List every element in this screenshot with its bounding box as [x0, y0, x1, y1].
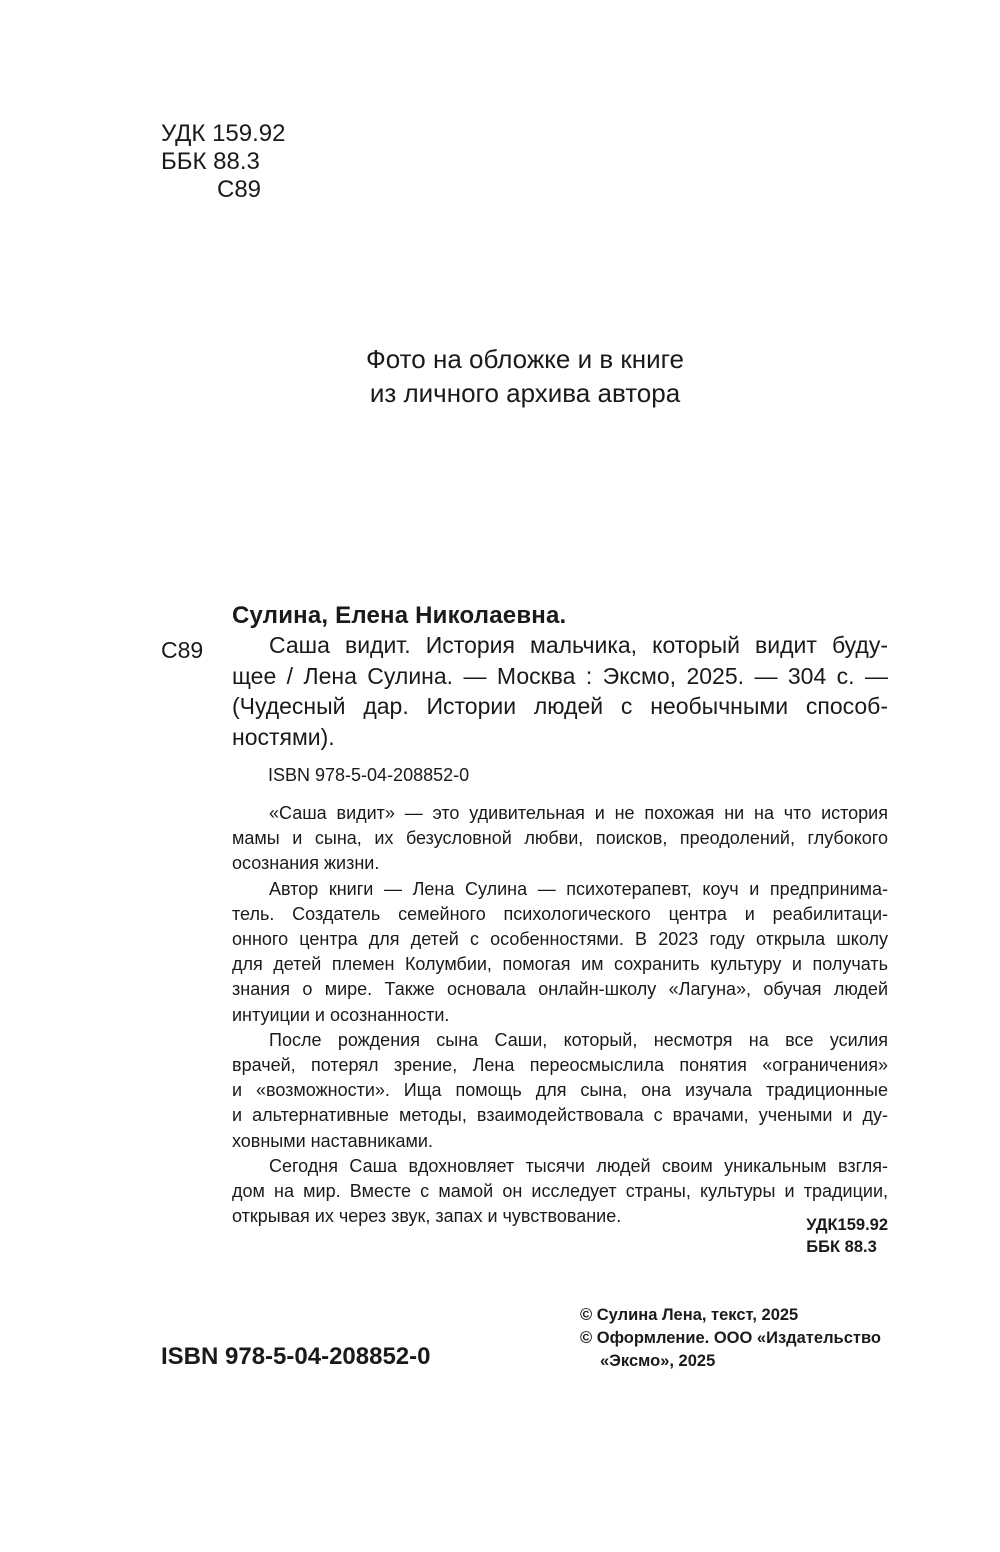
bib-line: щее / Лена Сулина. — Москва : Эксмо, 2025. — 304 с. —: [232, 662, 888, 689]
annotation: [232, 801, 888, 1229]
photo-credit-line: Фото на обложке и в книге: [366, 344, 684, 374]
annotation-line: и альтернативные методы, взаимодействовала с врачами, учеными и ду-: [232, 1105, 888, 1126]
card-udk: УДК159.92: [806, 1216, 888, 1234]
annotation-line: онного центра для детей с особенностями. В 2023 году открыла школу: [232, 929, 888, 950]
card-isbn: ISBN 978-5-04-208852-0: [268, 765, 470, 785]
annotation-line: интуиции и осознанности.: [232, 1004, 450, 1025]
annotation-line: для детей племен Колумбии, помогая им сохранить культуру и получать: [232, 954, 888, 975]
bib-line: ностями).: [232, 723, 335, 750]
annotation-line: и «возможности». Ища помощь для сына, она изучала традиционные: [232, 1080, 888, 1101]
annotation-line: ховными наставниками.: [232, 1130, 433, 1151]
annotation-line: дом на мир. Вместе с мамой он исследует страны, культуры и традиции,: [232, 1181, 888, 1202]
photo-credit-line: из личного архива автора: [369, 378, 681, 408]
annotation-line: врачей, потерял зрение, Лена переосмыслила понятия «ограничения»: [232, 1055, 888, 1076]
card-classification-codes: [806, 1214, 888, 1258]
annotation-line: После рождения сына Саши, который, несмотря на все усилия: [269, 1029, 888, 1050]
annotation-line: тель. Создатель семейного психологического центра и реабилитаци-: [232, 903, 888, 924]
bib-line: Саша видит. История мальчика, который видит буду-: [269, 632, 888, 658]
annotation-line: «Саша видит» — это удивительная и не похожая ни на что история: [269, 803, 888, 823]
bib-line: (Чудесный дар. Истории людей с необычными способ-: [232, 693, 888, 719]
copyright: [580, 1304, 881, 1373]
annotation-line: мамы и сына, их безусловной любви, поисков, преодолений, глубокого: [232, 828, 888, 849]
author-heading: Сулина, Елена Николаевна.: [232, 602, 567, 629]
bbk-code: ББК 88.3: [161, 148, 260, 175]
annotation-line: знания о мире. Также основала онлайн-школу «Лагуна», обучая людей: [232, 979, 888, 1000]
bibliographic-description: [232, 630, 888, 752]
card-author-mark: С89: [161, 637, 204, 663]
footer-isbn: ISBN 978-5-04-208852-0: [161, 1343, 431, 1370]
author-mark: С89: [217, 176, 262, 203]
annotation-line: Автор книги — Лена Сулина — психотерапевт, коуч и предпринима-: [269, 878, 888, 899]
classification-codes: [161, 120, 285, 204]
annotation-line: осознания жизни.: [232, 853, 380, 874]
card-bbk: ББК 88.3: [806, 1238, 877, 1256]
annotation-line: открывая их через звук, запах и чувствование.: [232, 1206, 622, 1227]
annotation-line: Сегодня Саша вдохновляет тысячи людей своим уникальным взгля-: [269, 1155, 888, 1176]
copyright-line: © Оформление. ООО «Издательство: [580, 1329, 881, 1347]
udk-code: УДК 159.92: [161, 120, 286, 147]
copyright-line: «Эксмо», 2025: [600, 1352, 716, 1370]
copyright-line: © Сулина Лена, текст, 2025: [580, 1306, 799, 1324]
photo-credit: [180, 342, 870, 410]
